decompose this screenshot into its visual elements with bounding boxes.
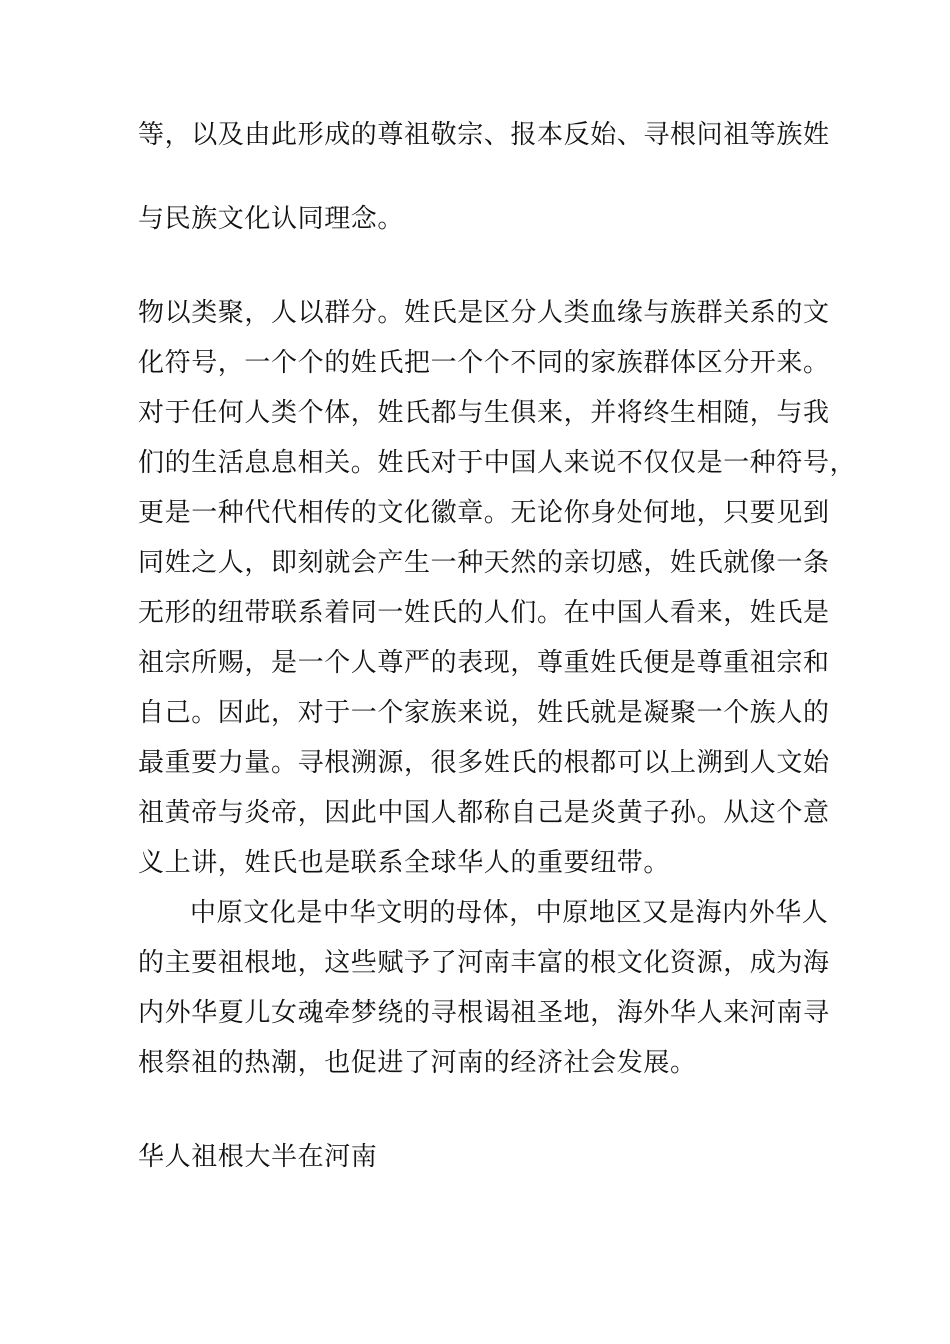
text-line: 内外华夏儿女魂牵梦绕的寻根谒祖圣地，海外华人来河南寻 bbox=[138, 998, 830, 1028]
text-line: 化符号，一个个的姓氏把一个个不同的家族群体区分开来。 bbox=[138, 348, 830, 378]
text-line: 同姓之人，即刻就会产生一种天然的亲切感，姓氏就像一条 bbox=[138, 548, 830, 578]
text-line: 与民族文化认同理念。 bbox=[138, 204, 405, 234]
text-line: 物以类聚，人以群分。姓氏是区分人类血缘与族群关系的文 bbox=[138, 298, 830, 328]
text-line: 对于任何人类个体，姓氏都与生俱来，并将终生相随，与我 bbox=[138, 398, 830, 428]
text-line: 义上讲，姓氏也是联系全球华人的重要纽带。 bbox=[138, 848, 671, 878]
text-line: 无形的纽带联系着同一姓氏的人们。在中国人看来，姓氏是 bbox=[138, 598, 830, 628]
text-line: 们的生活息息相关。姓氏对于中国人来说不仅仅是一种符号， bbox=[138, 448, 857, 478]
text-line: 等，以及由此形成的尊祖敬宗、报本反始、寻根问祖等族姓 bbox=[138, 120, 830, 150]
text-line: 最重要力量。寻根溯源，很多姓氏的根都可以上溯到人文始 bbox=[138, 748, 830, 778]
text-line: 祖宗所赐，是一个人尊严的表现，尊重姓氏便是尊重祖宗和 bbox=[138, 648, 830, 678]
text-line: 自己。因此，对于一个家族来说，姓氏就是凝聚一个族人的 bbox=[138, 698, 830, 728]
section-heading: 华人祖根大半在河南 bbox=[138, 1142, 378, 1172]
text-line: 根祭祖的热潮，也促进了河南的经济社会发展。 bbox=[138, 1048, 697, 1078]
text-line: 中原文化是中华文明的母体，中原地区又是海内外华人 bbox=[190, 898, 829, 928]
text-line: 的主要祖根地，这些赋予了河南丰富的根文化资源，成为海 bbox=[138, 948, 830, 978]
text-line: 祖黄帝与炎帝，因此中国人都称自己是炎黄子孙。从这个意 bbox=[138, 798, 830, 828]
text-line: 更是一种代代相传的文化徽章。无论你身处何地，只要见到 bbox=[138, 498, 830, 528]
